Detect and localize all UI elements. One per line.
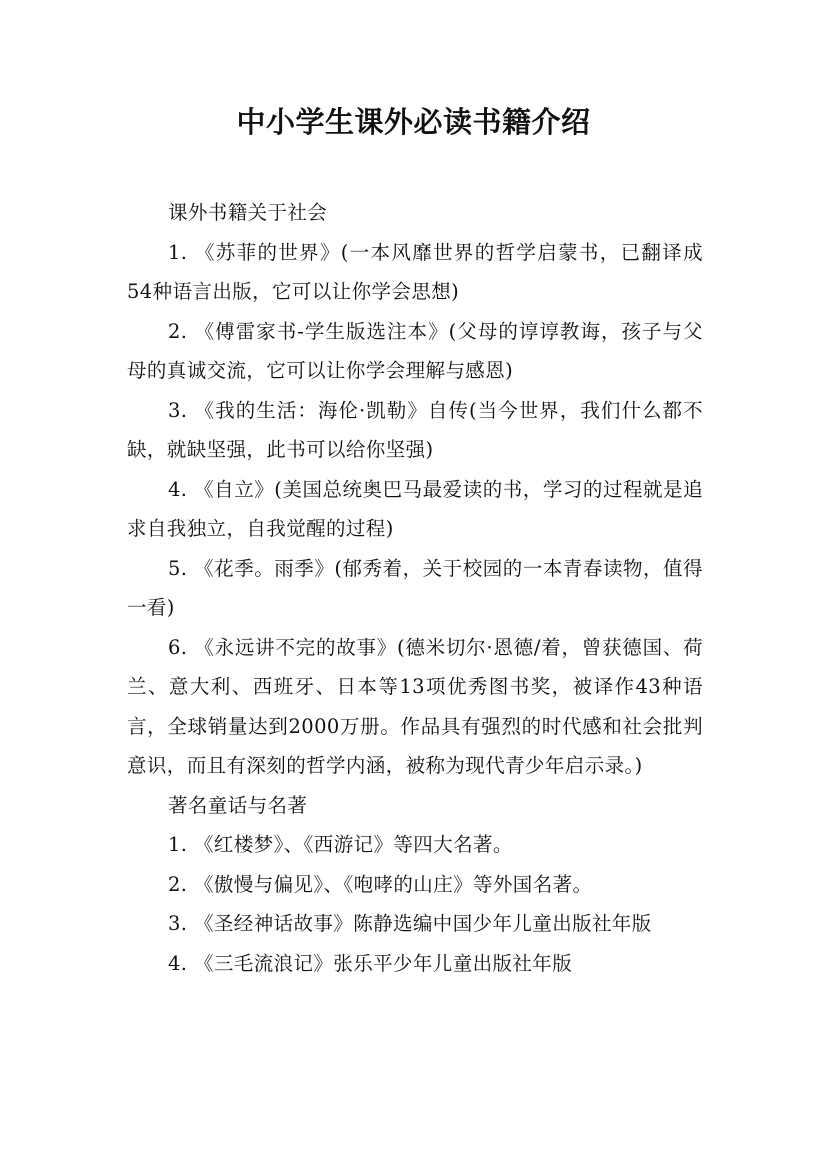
classic-item-1: 1. 《红楼梦》、《西游记》等四大名著。 xyxy=(168,833,513,856)
section-heading-classics: 著名童话与名著 xyxy=(168,793,308,817)
classic-item-2: 2. 《傲慢与偏见》、《咆哮的山庄》等外国名著。 xyxy=(168,872,593,896)
document-title: 中小学生课外必读书籍介绍 xyxy=(236,105,591,139)
book-item-2: 2. 《傅雷家书-学生版选注本》(父母的谆谆教诲，孩子与父母的真诚交流，它可以让你学会理解与感恩) xyxy=(127,319,703,382)
book-item-1: 1. 《苏菲的世界》(一本风靡世界的哲学启蒙书，已翻译成54种语言出版，它可以让你学会思想) xyxy=(127,240,703,303)
document-body xyxy=(127,193,703,983)
book-item-6: 6. 《永远讲不完的故事》(德米切尔·恩德/着，曾获德国、荷兰、意大利、西班牙、日本等13项优秀图书奖，被译作43种语言，全球销量达到2000万册。作品具有强烈的时代感和社会批判意识，而且有深刻的哲学内涵，被称为现代青少年启示录。) xyxy=(127,635,703,777)
book-item-4: 4. 《自立》(美国总统奥巴马最爱读的书，学习的过程就是追求自我独立，自我觉醒的过程) xyxy=(127,477,703,540)
classic-item-3: 3. 《圣经神话故事》陈静选编中国少年儿童出版社年版 xyxy=(168,912,652,935)
book-item-3: 3. 《我的生活：海伦·凯勒》自传(当今世界，我们什么都不缺，就缺坚强，此书可以给你坚强) xyxy=(127,398,703,461)
classic-item-4: 4. 《三毛流浪记》张乐平少年儿童出版社年版 xyxy=(168,951,573,975)
section-heading-society: 课外书籍关于社会 xyxy=(168,201,328,224)
book-item-5: 5. 《花季。雨季》(郁秀着，关于校园的一本青春读物，值得一看) xyxy=(127,556,703,619)
